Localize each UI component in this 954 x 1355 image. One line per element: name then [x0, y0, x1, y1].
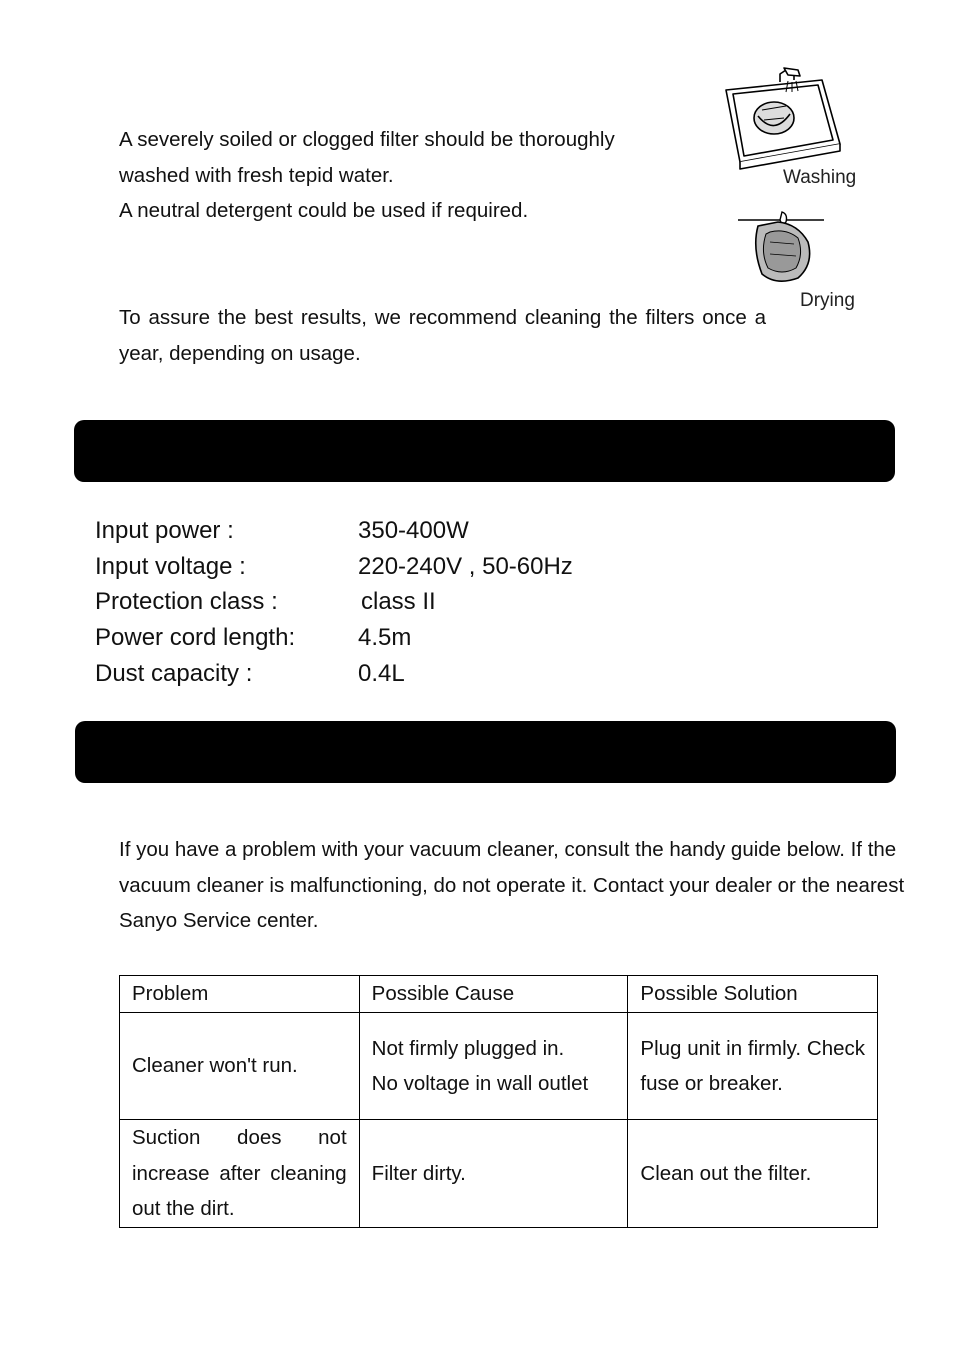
specifications-section-bar: [74, 420, 895, 482]
cause-line: Filter dirty.: [371, 1161, 466, 1185]
cause-cell: [359, 1120, 628, 1228]
header-possible-solution: Possible Solution: [628, 976, 878, 1013]
drying-illustration: [736, 208, 826, 288]
drying-caption: Drying: [800, 290, 855, 311]
washing-caption: Washing: [783, 167, 857, 188]
cause-line: Not firmly plugged in.: [371, 1036, 565, 1060]
troubleshooting-table: [119, 975, 878, 1228]
spec-label: Input voltage :: [95, 552, 246, 580]
problem-cell: Suction does not increase after cleaning out the dirt.: [120, 1120, 360, 1228]
solution-cell: Plug unit in firmly. Check fuse or breaker.: [628, 1013, 878, 1120]
troubleshooting-intro: If you have a problem with your vacuum cleaner, consult the handy guide below. If the vacuum cleaner is malfunctioning, do not operate it. Contact your dealer or the nearest Sanyo Service center.: [119, 838, 905, 932]
spec-label: Power cord length:: [95, 624, 296, 652]
cleaning-recommendation: To assure the best results, we recommend cleaning the filters once a year, depending on usage.: [119, 306, 766, 365]
troubleshooting-section-bar: [75, 721, 896, 783]
problem-cell: Cleaner won't run.: [120, 1013, 360, 1120]
spec-label: Protection class :: [95, 588, 278, 616]
spec-value: 4.5m: [358, 624, 412, 652]
washing-illustration: [722, 66, 847, 176]
spec-value: class II: [361, 588, 436, 616]
washing-basin-icon: [722, 66, 847, 176]
spec-label: Dust capacity :: [95, 659, 253, 687]
table-header-row: [120, 976, 878, 1013]
spec-value: 350-400W: [358, 517, 469, 544]
spec-value: 220-240V , 50-60Hz: [358, 552, 573, 580]
cause-line: No voltage in wall outlet: [371, 1072, 589, 1095]
filter-care-line: washed with fresh tepid water.: [119, 163, 394, 187]
solution-cell: Clean out the filter.: [628, 1120, 878, 1228]
filter-care-line: A severely soiled or clogged filter should be thoroughly: [119, 128, 615, 151]
filter-care-line: A neutral detergent could be used if required.: [119, 199, 529, 222]
spec-value: 0.4L: [358, 659, 405, 687]
drying-filter-icon: [736, 208, 826, 288]
spec-label: Input power :: [95, 517, 234, 544]
filter-care-instructions: [119, 122, 689, 229]
header-problem: Problem: [120, 976, 360, 1013]
table-row: [120, 1120, 878, 1228]
header-possible-cause: Possible Cause: [359, 976, 628, 1013]
cause-cell: [359, 1013, 628, 1120]
table-row: [120, 1013, 878, 1120]
